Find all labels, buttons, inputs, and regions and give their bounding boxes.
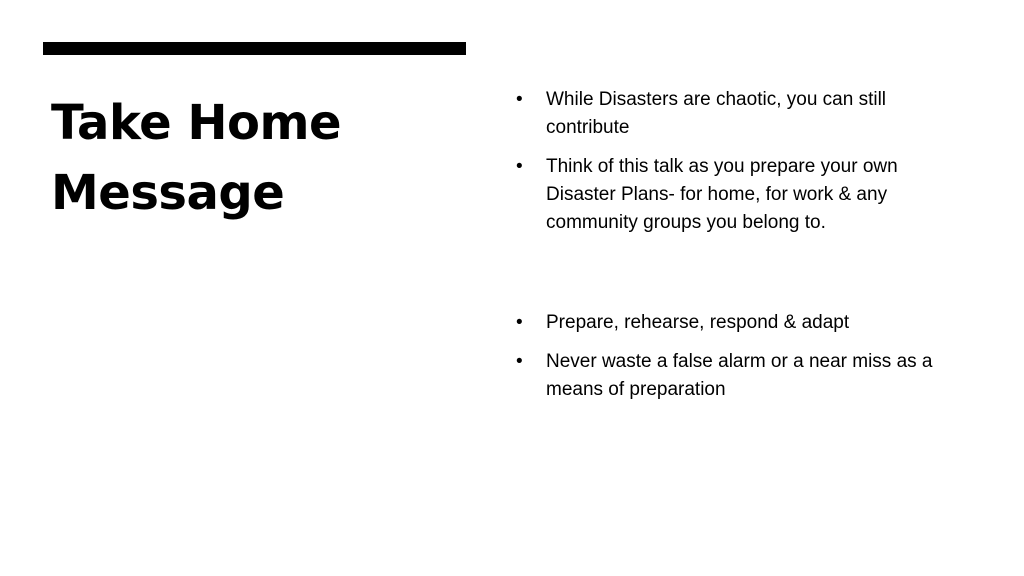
bullet-item <box>514 309 954 337</box>
title-line-2: Message <box>51 165 285 221</box>
bullet-text: While Disasters are chaotic, you can still contribute <box>546 89 887 138</box>
slide-title <box>51 88 451 228</box>
bullet-text: Prepare, rehearse, respond & adapt <box>546 312 850 333</box>
bullet-dot-icon: • <box>516 312 523 333</box>
bullet-item <box>514 348 954 404</box>
bullet-text: Think of this talk as you prepare your own Disaster Plans- for home, for work & any community groups you belong to. <box>546 156 898 233</box>
title-accent-bar <box>43 42 466 55</box>
bullet-item <box>514 86 954 142</box>
title-line-1: Take Home <box>51 95 342 151</box>
bullet-text: Never waste a false alarm or a near miss as a means of preparation <box>546 351 933 400</box>
bullet-item <box>514 153 954 237</box>
bullet-dot-icon: • <box>516 156 523 177</box>
bullet-group-spacer <box>514 248 954 309</box>
bullet-list <box>514 86 954 415</box>
bullet-dot-icon: • <box>516 351 523 372</box>
bullet-dot-icon: • <box>516 89 523 110</box>
